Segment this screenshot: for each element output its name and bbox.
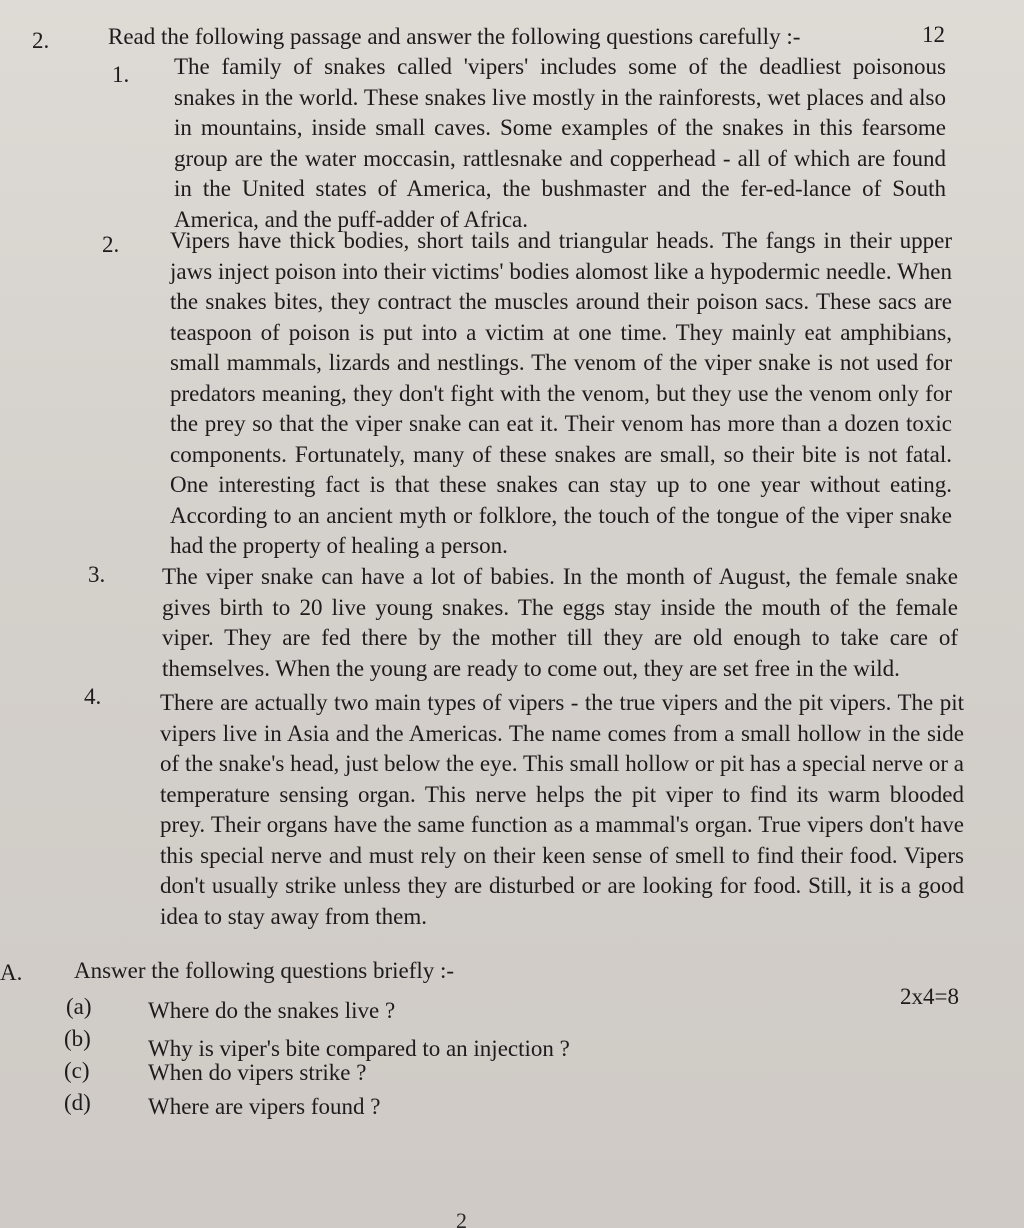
- question-b-label: (b): [64, 1026, 91, 1051]
- paragraph-2-number: 2.: [102, 232, 120, 257]
- question-c-text: When do vipers strike ?: [148, 1060, 367, 1085]
- question-b-text: Why is viper's bite compared to an injection ?: [148, 1036, 570, 1061]
- paragraph-1-number: 1.: [112, 62, 130, 87]
- section-a-instruction: Answer the following questions briefly :-: [74, 958, 455, 983]
- section-a-label: A.: [0, 960, 23, 985]
- question-marks: 12: [922, 22, 945, 47]
- section-a-marks: 2x4=8: [900, 984, 959, 1009]
- question-a-label: (a): [66, 994, 92, 1019]
- question-a-text: Where do the snakes live ?: [148, 998, 396, 1023]
- paragraph-2-text: Vipers have thick bodies, short tails and triangular heads. The fangs in their upper jaws inject poison into their victims' bodies alomost like a hypodermic needle. When the snakes bites, they contract the muscles around their poison sacs. These sacs are teaspoon of poison is put into a victim at one time. They mainly eat amphibians, small mammals, lizards and nestlings. The venom of the viper snake is not used for predators meaning, they don't fight with the venom, but they use the venom only for the prey so that the viper snake can eat it. Their venom has more than a dozen toxic components. Fortunately, many of these snakes are small, so their bite is not fatal. One interesting fact is that these snakes can stay up to one year without eating. According to an ancient myth or folklore, the touch of the tongue of the viper snake had the property of healing a person.: [170, 228, 952, 558]
- paragraph-4-text: There are actually two main types of vipers - the true vipers and the pit vipers. The pit vipers live in Asia and the Americas. The name comes from a small hollow in the side of the snake's head, just below the eye. This small hollow or pit has a special nerve or a temperature sensing organ. This nerve helps the pit viper to find its warm blooded prey. Their organs have the same function as a mammal's organ. True vipers don't have this special nerve and must rely on their keen sense of smell to find their food. Vipers don't usually strike unless they are disturbed or are looking for food. Still, it is a good idea to stay away from them.: [160, 690, 964, 929]
- paragraph-4-number: 4.: [84, 684, 102, 709]
- paragraph-3-number: 3.: [88, 562, 106, 587]
- question-c-label: (c): [64, 1058, 90, 1083]
- question-d-label: (d): [64, 1090, 91, 1115]
- question-d-text: Where are vipers found ?: [148, 1094, 381, 1119]
- paragraph-1-text: The family of snakes called 'vipers' includes some of the deadliest poisonous snakes in the world. These snakes live mostly in the rainforests, wet places and also in mountains, inside small caves. Some examples of the snakes in this fearsome group are the water moccasin, rattlesnake and copperhead - all of which are found in the United states of America, the bushmaster and the fer-ed-lance of South America, and the puff-adder of Africa.: [174, 54, 946, 232]
- page-number: 2: [456, 1208, 467, 1228]
- question-number: 2.: [32, 28, 50, 53]
- paragraph-3-text: The viper snake can have a lot of babies. In the month of August, the female snake gives birth to 20 live young snakes. The eggs stay inside the mouth of the female viper. They are fed there by the mother till they are old enough to take care of themselves. When the young are ready to come out, they are set free in the wild.: [162, 564, 958, 681]
- question-instruction: Read the following passage and answer the following questions carefully :-: [108, 24, 801, 49]
